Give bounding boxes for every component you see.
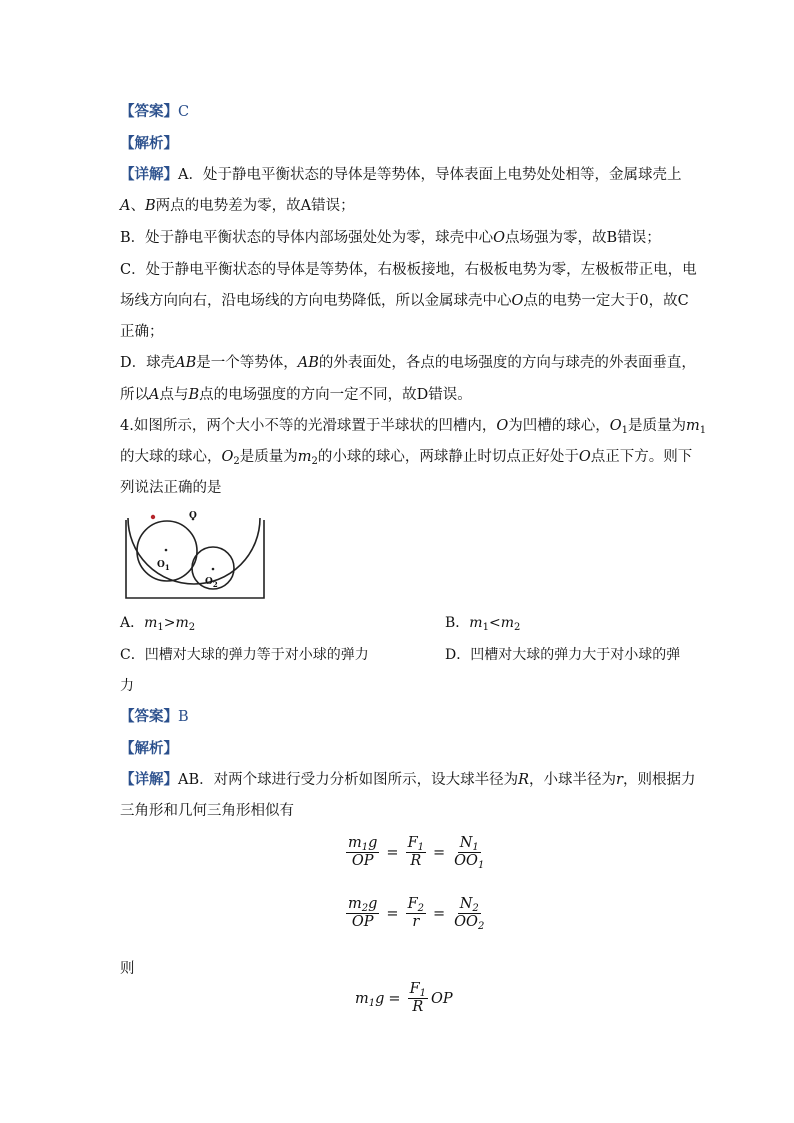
detail-line-a2: A、B两点的电势差为零，故A错误；: [120, 198, 355, 214]
question-4-line-2: 的大球的球心，$O_2$是质量为$m_2$的小球的球心，两球静止时切点正好处于O点正下方。则下: [120, 449, 693, 467]
analysis-tag: 【解析】: [120, 135, 178, 152]
then-line: 则: [120, 961, 135, 977]
analysis-heading-2: 【解析】: [120, 740, 178, 757]
detail2-line-2: 三角形和几何三角形相似有: [120, 803, 294, 819]
groove-outline: [126, 520, 264, 598]
option-d-wrap: 力: [120, 678, 134, 694]
figure-label-o: O: [189, 511, 197, 521]
option-a[interactable]: A．$m_1>m_2$: [120, 615, 196, 633]
center-o1-dot: [165, 549, 168, 552]
answer-tag: 【答案】: [120, 103, 178, 120]
analysis-heading-1: [120, 134, 680, 154]
detail-line-d2: 所以A点与B点的电场强度的方向一定不同，故D错误。: [120, 387, 472, 403]
question-4-line-3: 列说法正确的是: [120, 480, 222, 496]
red-marker: [151, 515, 155, 519]
answer-line-1: [120, 102, 680, 122]
equation-2: $\frac{m_2g}{OP}$ = $\frac{F_2}{r}$ = $\frac{N_2}{OO_2}$: [348, 896, 485, 932]
figure-label-o2: $O_2$: [205, 577, 218, 589]
detail-line-b: B．处于静电平衡状态的导体内部场强处处为零，球壳中心O点场强为零，故B错误；: [120, 230, 661, 246]
detail-line-c3: 正确；: [120, 324, 164, 340]
figure-label-o1: $O_1$: [157, 560, 170, 572]
option-b[interactable]: B．$m_1<m_2$: [445, 615, 521, 633]
detail-line-c1: C．处于静电平衡状态的导体是等势体，右极板接地，右极板电势为零，左极板带正电，电: [120, 262, 697, 278]
detail-line-a1: 【详解】A．处于静电平衡状态的导体是等势体，导体表面上电势处处相等，金属球壳上: [120, 166, 682, 183]
answer-line-2: 【答案】B: [120, 708, 189, 725]
detail-line-c2: 场线方向向右，沿电场线的方向电势降低，所以金属球壳中心O点的电势一定大于0，故C: [120, 293, 689, 309]
detail2-line-1: 【详解】AB．对两个球进行受力分析如图所示，设大球半径为R，小球半径为r，则根据力: [120, 771, 696, 788]
equation-3: $m_1g$ = $\frac{F_1}{R}$ OP: [355, 981, 453, 1015]
equation-1: $\frac{m_1g}{OP}$ = $\frac{F_1}{R}$ = $\frac{N_1}{OO_1}$: [348, 835, 485, 871]
question-4-line-1: 4.如图所示，两个大小不等的光滑球置于半球状的凹槽内，O为凹槽的球心，$O_1$是质量为$m_1$: [120, 418, 707, 436]
detail-tag: 【详解】: [120, 166, 178, 183]
detail-line-d1: D．球壳AB是一个等势体，AB的外表面处，各点的电场强度的方向与球壳的外表面垂直，: [120, 355, 696, 371]
option-d[interactable]: D．凹槽对大球的弹力大于对小球的弹: [445, 647, 681, 663]
answer-value: C: [178, 104, 190, 120]
center-o2-dot: [212, 568, 215, 571]
option-c[interactable]: C．凹槽对大球的弹力等于对小球的弹力: [120, 647, 369, 663]
